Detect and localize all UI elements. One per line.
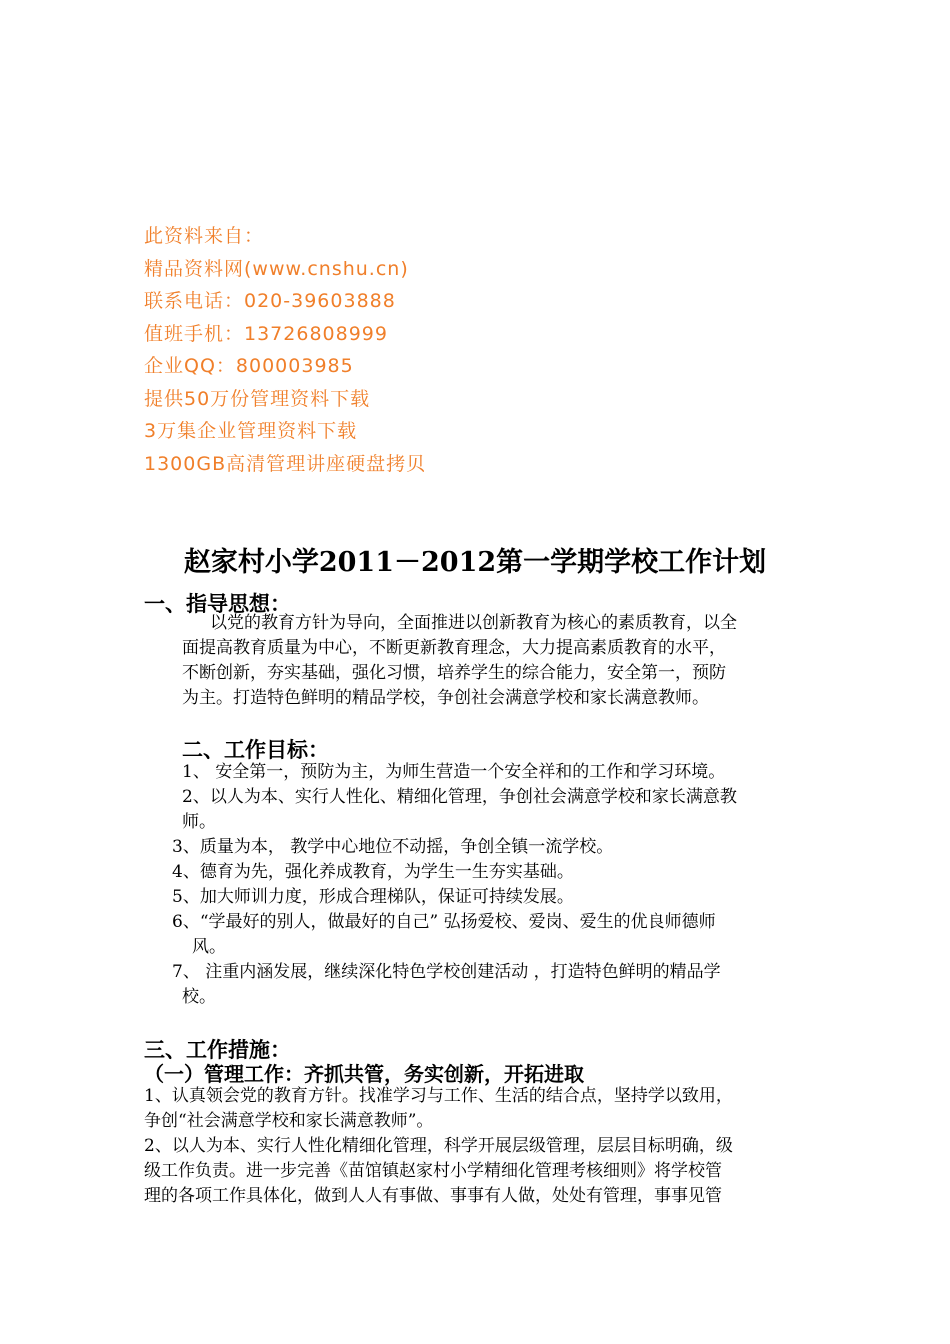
promo-qq: 企业QQ：800003985 (144, 355, 354, 377)
measure-2-cont-2: 理的各项工作具体化，做到人人有事做、事事有人做，处处有管理，事事见管 (144, 1186, 722, 1206)
promo-website: 精品资料网(www.cnshu.cn) (144, 257, 409, 280)
promo-offer-1: 提供50万份管理资料下载 (144, 387, 371, 410)
section3-subheading: （一）管理工作：齐抓共管，务实创新，开拓进取 (144, 1062, 584, 1086)
document-title: 赵家村小学2011－2012第一学期学校工作计划 (183, 547, 767, 578)
goal-4: 4、德育为先，强化养成教育，为学生一生夯实基础。 (172, 862, 574, 882)
promo-offer-3: 1300GB高清管理讲座硬盘拷贝 (144, 452, 427, 475)
goal-7: 7、 注重内涵发展，继续深化特色学校创建活动 ，打造特色鲜明的精品学 (172, 962, 721, 982)
goal-1: 1、 安全第一，预防为主，为师生营造一个安全祥和的工作和学习环境。 (182, 762, 726, 782)
section1-heading: 一、指导思想： (144, 591, 291, 616)
promo-source-label: 此资料来自： (144, 225, 265, 247)
goal-6: 6、“学最好的别人，做最好的自己” 弘扬爱校、爱岗、爱生的优良师德师 (172, 912, 716, 932)
goal-7-cont: 校。 (182, 987, 216, 1007)
goal-2: 2、以人为本、实行人性化、精细化管理，争创社会满意学校和家长满意教 (182, 787, 737, 807)
section1-line-1: 以党的教育方针为导向，全面推进以创新教育为核心的素质教育，以全 (210, 613, 737, 633)
measure-1: 1、认真领会党的教育方针。找准学习与工作、生活的结合点，坚持学以致用， (144, 1086, 733, 1106)
goal-5: 5、加大师训力度，形成合理梯队，保证可持续发展。 (172, 887, 574, 907)
measure-1-cont: 争创“社会满意学校和家长满意教师”。 (144, 1111, 434, 1131)
goal-3: 3、质量为本， 教学中心地位不动摇，争创全镇一流学校。 (172, 837, 614, 857)
promo-mobile: 值班手机：13726808999 (144, 322, 388, 345)
promo-offer-2: 3万集企业管理资料下载 (144, 420, 358, 442)
promo-phone: 联系电话：020-39603888 (144, 290, 396, 312)
section3-heading: 三、工作措施： (144, 1037, 291, 1062)
section2-heading: 二、工作目标： (182, 737, 329, 762)
goal-2-cont: 师。 (182, 812, 216, 832)
promo-block (144, 220, 426, 480)
goal-6-cont: 风。 (192, 937, 226, 957)
section1-line-4: 为主。打造特色鲜明的精品学校，争创社会满意学校和家长满意教师。 (182, 688, 709, 708)
section1-line-2: 面提高教育质量为中心，不断更新教育理念，大力提高素质教育的水平， (182, 638, 726, 658)
section1-line-3: 不断创新，夯实基础，强化习惯，培养学生的综合能力，安全第一，预防 (182, 663, 726, 683)
measure-2: 2、以人为本、实行人性化精细化管理，科学开展层级管理，层层目标明确，级 (144, 1136, 733, 1156)
measure-2-cont-1: 级工作负责。进一步完善《苗馆镇赵家村小学精细化管理考核细则》将学校管 (144, 1161, 722, 1181)
